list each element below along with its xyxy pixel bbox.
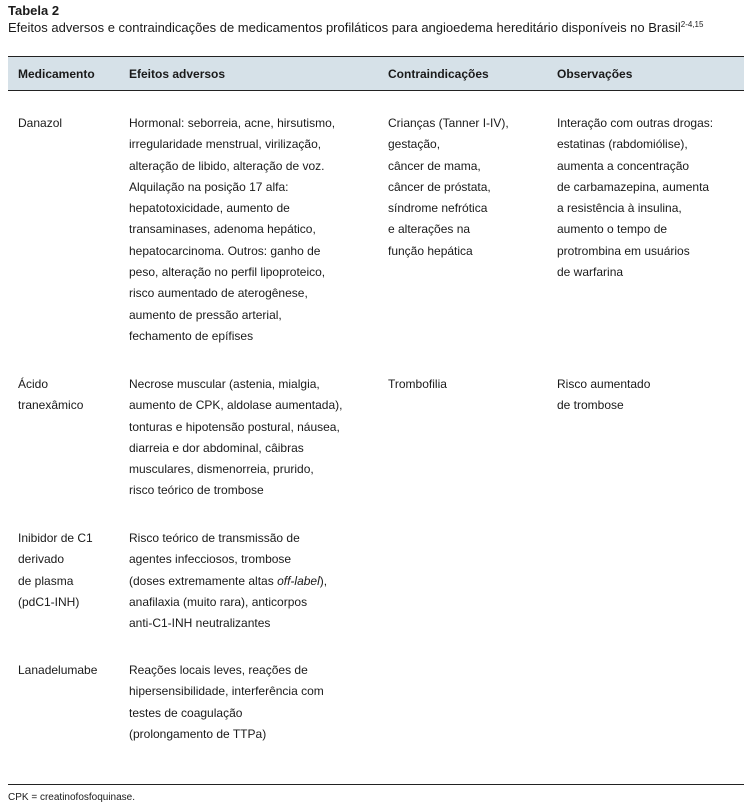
text-line: Risco aumentado bbox=[557, 377, 651, 391]
text-line: musculares, dismenorreia, prurido, bbox=[129, 462, 314, 477]
text-line: risco aumentado de aterogênese, bbox=[129, 286, 308, 301]
text-line: aumento o tempo de bbox=[557, 222, 668, 237]
cell-efeitos bbox=[129, 528, 327, 634]
table-bottom-rule bbox=[8, 784, 744, 785]
text-line: hipersensibilidade, interferência com bbox=[129, 684, 324, 699]
text-line: de plasma bbox=[18, 573, 74, 588]
text-line: gestação, bbox=[388, 137, 441, 152]
text-line: câncer de próstata, bbox=[388, 179, 491, 194]
cell-efeitos bbox=[129, 113, 335, 347]
text-line: a resistência à insulina, bbox=[557, 201, 682, 216]
text-line: anafilaxia (muito rara), anticorpos bbox=[129, 594, 308, 609]
table-header bbox=[8, 57, 744, 91]
text-line: agentes infecciosos, trombose bbox=[129, 552, 292, 567]
text-line: Inibidor de C1 bbox=[18, 531, 93, 545]
text-line: de carbamazepina, aumenta bbox=[557, 179, 710, 194]
text-line: protrombina em usuários bbox=[557, 243, 690, 258]
header-medicamento: Medicamento bbox=[18, 67, 95, 81]
text-line: Alquilação na posição 17 alfa: bbox=[129, 179, 289, 194]
header-efeitos-adversos: Efeitos adversos bbox=[129, 67, 226, 81]
text-line: Ácido bbox=[18, 377, 49, 391]
text-line: derivado bbox=[18, 552, 65, 567]
text-line: Lanadelumabe bbox=[18, 663, 98, 677]
text-line: Interação com outras drogas: bbox=[557, 116, 714, 130]
cell-medicamento bbox=[18, 113, 62, 134]
cell-efeitos bbox=[129, 374, 342, 502]
text-line: aumento de pressão arterial, bbox=[129, 307, 282, 322]
text-line: (pdC1-INH) bbox=[18, 594, 80, 609]
text-line: fechamento de epífises bbox=[129, 328, 254, 343]
text-line: (doses extremamente altas off-label), bbox=[129, 573, 328, 588]
italic-term: off-label bbox=[277, 573, 320, 588]
text-line: alteração de libido, alteração de voz. bbox=[129, 158, 325, 173]
text-line: aumenta a concentração bbox=[557, 158, 690, 173]
text-line: hepatotoxicidade, aumento de bbox=[129, 201, 290, 216]
text-line: testes de coagulação bbox=[129, 705, 243, 720]
text-line: função hepática bbox=[388, 243, 473, 258]
cell-medicamento bbox=[18, 528, 93, 613]
text-line: Trombofilia bbox=[388, 377, 447, 391]
text-line: Danazol bbox=[18, 116, 63, 130]
text-line: Hormonal: seborreia, acne, hirsutismo, bbox=[129, 116, 336, 130]
cell-medicamento bbox=[18, 374, 83, 417]
table-title: Tabela 2 bbox=[8, 3, 60, 18]
text-line: de trombose bbox=[557, 398, 624, 413]
cell-medicamento bbox=[18, 660, 97, 681]
text-line: Crianças (Tanner I-IV), bbox=[388, 116, 509, 130]
table-footnote: CPK = creatinofosfoquinase. bbox=[8, 792, 136, 803]
text-line: peso, alteração no perfil lipoproteico, bbox=[129, 265, 326, 280]
text-line: e alterações na bbox=[388, 222, 471, 237]
text-line: hepatocarcinoma. Outros: ganho de bbox=[129, 243, 321, 258]
text-line: Reações locais leves, reações de bbox=[129, 663, 308, 677]
cell-efeitos bbox=[129, 660, 324, 745]
text-line: tranexâmico bbox=[18, 398, 84, 413]
text-line: aumento de CPK, aldolase aumentada), bbox=[129, 398, 343, 413]
text-line: Risco teórico de transmissão de bbox=[129, 531, 300, 545]
caption-text: Efeitos adversos e contraindicações de medicamentos profiláticos para angioedema hereditário disponíveis no Brasil bbox=[8, 20, 681, 35]
cell-observacoes bbox=[557, 374, 650, 417]
caption-reference: 2-4,15 bbox=[680, 20, 704, 29]
text-line: síndrome nefrótica bbox=[388, 201, 488, 216]
text-line: Necrose muscular (astenia, mialgia, bbox=[129, 377, 320, 391]
text-line: estatinas (rabdomiólise), bbox=[557, 137, 688, 152]
cell-observacoes bbox=[557, 113, 713, 283]
text-line: risco teórico de trombose bbox=[129, 483, 264, 498]
text-line: anti-C1-INH neutralizantes bbox=[129, 616, 271, 631]
header-observacoes: Observações bbox=[557, 67, 633, 81]
text-line: câncer de mama, bbox=[388, 158, 481, 173]
text-line: (prolongamento de TTPa) bbox=[129, 726, 267, 741]
header-contraindicacoes: Contraindicações bbox=[388, 67, 489, 81]
cell-contraindicacoes bbox=[388, 113, 509, 262]
cell-contraindicacoes bbox=[388, 374, 447, 395]
text-line: transaminases, adenoma hepático, bbox=[129, 222, 316, 237]
table-caption bbox=[8, 20, 703, 35]
text-line: diarreia e dor abdominal, câibras bbox=[129, 440, 304, 455]
text-line: de warfarina bbox=[557, 265, 624, 280]
text-line: irregularidade menstrual, virilização, bbox=[129, 137, 322, 152]
text-line: tonturas e hipotensão postural, náusea, bbox=[129, 419, 340, 434]
